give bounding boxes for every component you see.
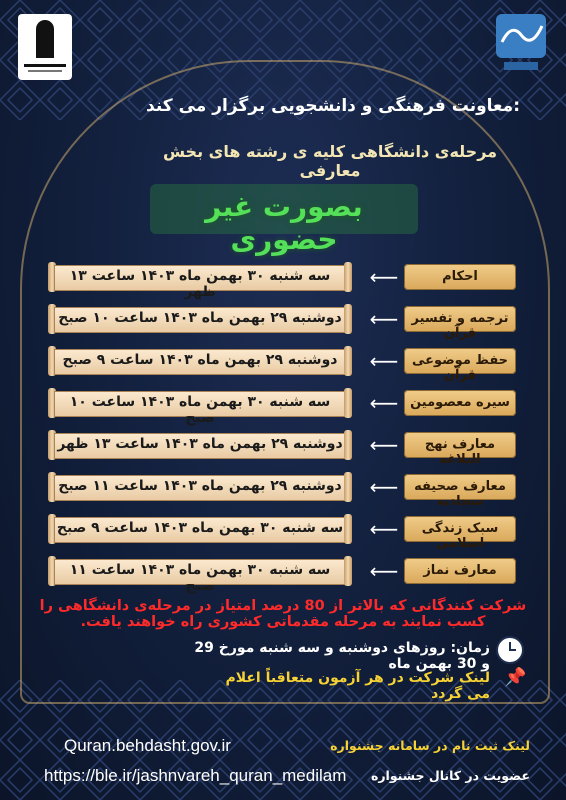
field-name: ترجمه و تفسیر قرآن bbox=[411, 311, 509, 341]
schedule-row bbox=[0, 304, 566, 341]
arrow-left-icon: ⟵ bbox=[369, 517, 399, 541]
time-scroll bbox=[48, 346, 352, 376]
register-link[interactable]: Quran.behdasht.gov.ir bbox=[64, 736, 231, 755]
time-scroll bbox=[48, 472, 352, 502]
exam-time: دوشنبه ۲۹ بهمن ماه ۱۴۰۳ ساعت ۱۳ ظهر bbox=[57, 436, 343, 452]
schedule-row bbox=[0, 262, 566, 300]
exam-time: دوشنبه ۲۹ بهمن ماه ۱۴۰۳ ساعت ۱۰ صبح bbox=[58, 310, 342, 326]
organizer-line: معاونت فرهنگی و دانشجویی برگزار می کند: bbox=[146, 96, 520, 116]
schedule-row bbox=[0, 472, 566, 509]
university-logo bbox=[18, 14, 72, 80]
exam-time: دوشنبه ۲۹ بهمن ماه ۱۴۰۳ ساعت ۹ صبح bbox=[62, 352, 338, 368]
field-badge bbox=[404, 558, 516, 584]
channel-link[interactable]: https://ble.ir/jashnvareh_quran_medilam bbox=[44, 766, 347, 785]
stage-title: مرحله‌ی دانشگاهی کلیه ی رشته های بخش معارفی bbox=[162, 142, 498, 180]
arrow-left-icon: ⟵ bbox=[369, 559, 399, 583]
arrow-left-icon: ⟵ bbox=[369, 475, 399, 499]
field-badge bbox=[404, 432, 516, 467]
qualification-notice: شرکت کنندگانی که بالاتر از 80 درصد امتیاز در مرحله‌ی دانشگاهی را کسب نمایند به مرحله مقدماتی کشوری راه خواهند یافت. bbox=[39, 598, 527, 630]
field-name: معارف صحیفه سجادیه bbox=[414, 479, 506, 509]
register-caption: لینک ثبت نام در سامانه جشنواره bbox=[330, 738, 530, 753]
time-scroll bbox=[48, 430, 352, 460]
mode-banner bbox=[150, 184, 418, 256]
time-scroll bbox=[48, 388, 352, 426]
festival-logo bbox=[492, 12, 550, 74]
time-scroll bbox=[48, 556, 352, 594]
schedule-row bbox=[0, 514, 566, 551]
field-name: سیره معصومین bbox=[410, 395, 510, 410]
pushpin-icon: 📌 bbox=[504, 667, 527, 688]
field-name: معارف نهج البلاغه bbox=[424, 437, 496, 467]
field-name: حفظ موضوعی قرآن bbox=[411, 353, 509, 383]
field-badge bbox=[404, 516, 516, 551]
time-info: زمان: روزهای دوشنبه و سه شنبه مورخ 29 و 30 بهمن ماه bbox=[194, 640, 490, 672]
arrow-left-icon: ⟵ bbox=[369, 265, 399, 289]
exam-time: دوشنبه ۲۹ بهمن ماه ۱۴۰۳ ساعت ۱۱ صبح bbox=[58, 478, 342, 494]
exam-time: سه شنبه ۳۰ بهمن ماه ۱۴۰۳ ساعت ۱۰ صبح bbox=[69, 394, 331, 426]
time-scroll bbox=[48, 514, 352, 544]
exam-time: سه شنبه ۳۰ بهمن ماه ۱۴۰۳ ساعت ۱۱ صبح bbox=[69, 562, 331, 594]
arrow-left-icon: ⟵ bbox=[369, 307, 399, 331]
exam-time: سه شنبه ۳۰ بهمن ماه ۱۴۰۳ ساعت ۱۳ ظهر bbox=[69, 268, 331, 300]
schedule-row bbox=[0, 388, 566, 426]
clock-icon bbox=[496, 636, 524, 664]
exam-time: سه شنبه ۳۰ بهمن ماه ۱۴۰۳ ساعت ۹ صبح bbox=[56, 520, 344, 536]
link-announcement: لینک شرکت در هر آزمون متعاقباً اعلام می گردد bbox=[225, 670, 490, 702]
field-badge bbox=[404, 348, 516, 383]
schedule-row bbox=[0, 346, 566, 383]
time-scroll bbox=[48, 262, 352, 300]
mode-text: بصورت غیر حضوری bbox=[205, 190, 363, 256]
field-name: معارف نماز bbox=[423, 563, 497, 578]
field-badge bbox=[404, 390, 516, 416]
field-name: سبک زندگی اسلامی bbox=[421, 521, 499, 551]
field-badge bbox=[404, 264, 516, 290]
schedule-row bbox=[0, 556, 566, 594]
field-badge bbox=[404, 474, 516, 509]
channel-caption: عضویت در کانال جشنواره bbox=[370, 768, 530, 783]
time-scroll bbox=[48, 304, 352, 334]
schedule-row bbox=[0, 430, 566, 467]
arrow-left-icon: ⟵ bbox=[369, 433, 399, 457]
arrow-left-icon: ⟵ bbox=[369, 391, 399, 415]
arrow-left-icon: ⟵ bbox=[369, 349, 399, 373]
field-badge bbox=[404, 306, 516, 341]
field-name: احکام bbox=[442, 269, 478, 284]
